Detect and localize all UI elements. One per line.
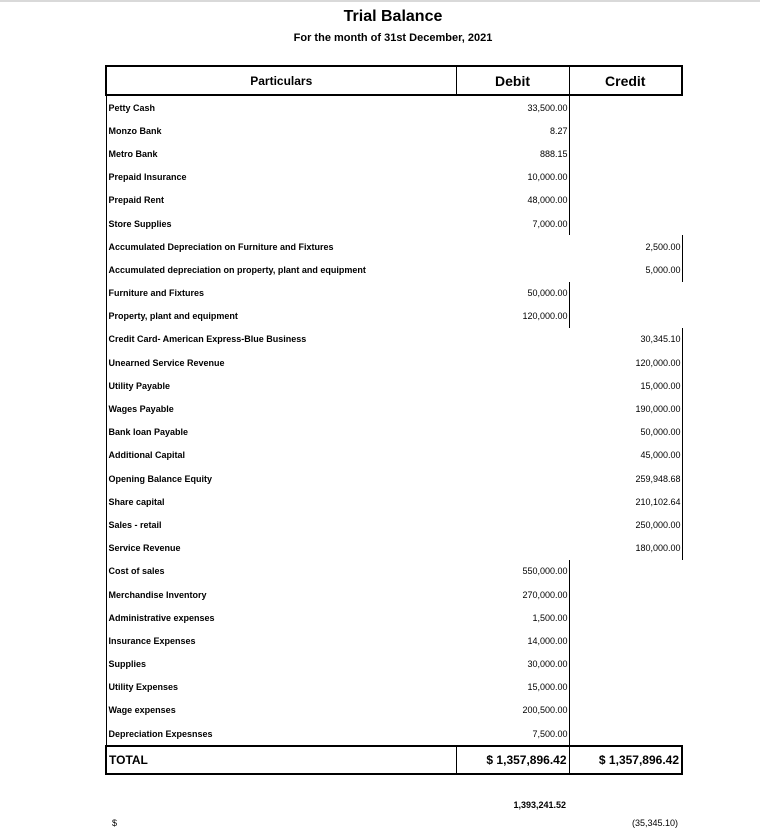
row-debit [456, 537, 569, 560]
page-title: Trial Balance [343, 8, 443, 25]
table-row [106, 629, 682, 652]
row-particular: Utility Expenses [106, 676, 456, 699]
row-debit [456, 490, 569, 513]
page-subtitle: For the month of 31st December, 2021 [293, 32, 493, 44]
row-particular: Utility Payable [106, 374, 456, 397]
total-row [106, 746, 682, 774]
table-row [106, 235, 682, 258]
table-row [106, 95, 682, 119]
row-debit [456, 444, 569, 467]
row-particular: Additional Capital [106, 444, 456, 467]
table-row [106, 606, 682, 629]
row-credit: 250,000.00 [569, 513, 682, 536]
table-row [106, 142, 682, 165]
trial-balance-table [105, 65, 683, 775]
table-row [106, 397, 682, 420]
row-credit [569, 676, 682, 699]
row-particular: Accumulated depreciation on property, plant and equipment [106, 258, 456, 281]
row-debit [456, 258, 569, 281]
table-row [106, 189, 682, 212]
row-particular: Unearned Service Revenue [106, 351, 456, 374]
table-row [106, 722, 682, 746]
table-row [106, 421, 682, 444]
header-particulars: Particulars [106, 66, 456, 95]
top-rule [0, 0, 760, 2]
debit-check-value: 1,393,241.52 [513, 800, 566, 810]
row-debit: 48,000.00 [456, 189, 569, 212]
row-particular: Credit Card- American Express-Blue Business [106, 328, 456, 351]
row-credit: 50,000.00 [569, 421, 682, 444]
row-debit: 200,500.00 [456, 699, 569, 722]
table-row [106, 699, 682, 722]
header-debit: Debit [456, 66, 569, 95]
row-credit: 5,000.00 [569, 258, 682, 281]
row-debit: 33,500.00 [456, 95, 569, 119]
row-debit [456, 235, 569, 258]
row-particular: Accumulated Depreciation on Furniture and Fixtures [106, 235, 456, 258]
row-credit [569, 119, 682, 142]
row-credit [569, 305, 682, 328]
table-row [106, 467, 682, 490]
row-debit [456, 351, 569, 374]
header-credit: Credit [569, 66, 682, 95]
table-row [106, 537, 682, 560]
row-debit [456, 397, 569, 420]
table-body [106, 95, 682, 746]
table-row [106, 676, 682, 699]
row-credit: 120,000.00 [569, 351, 682, 374]
row-credit: 190,000.00 [569, 397, 682, 420]
row-credit [569, 189, 682, 212]
row-debit [456, 513, 569, 536]
table-row [106, 258, 682, 281]
row-debit: 15,000.00 [456, 676, 569, 699]
row-particular: Monzo Bank [106, 119, 456, 142]
row-credit [569, 560, 682, 583]
table-row [106, 305, 682, 328]
row-credit: 180,000.00 [569, 537, 682, 560]
row-debit: 1,500.00 [456, 606, 569, 629]
row-credit [569, 653, 682, 676]
row-debit: 50,000.00 [456, 282, 569, 305]
row-particular: Cost of sales [106, 560, 456, 583]
row-credit: 210,102.64 [569, 490, 682, 513]
table-row [106, 351, 682, 374]
row-particular: Service Revenue [106, 537, 456, 560]
row-particular: Administrative expenses [106, 606, 456, 629]
row-debit [456, 467, 569, 490]
row-debit [456, 421, 569, 444]
row-particular: Bank loan Payable [106, 421, 456, 444]
table-row [106, 490, 682, 513]
row-credit [569, 282, 682, 305]
row-debit: 8.27 [456, 119, 569, 142]
dollar-sign: $ [112, 818, 118, 828]
row-credit [569, 606, 682, 629]
row-debit: 30,000.00 [456, 653, 569, 676]
row-particular: Sales - retail [106, 513, 456, 536]
header-row [106, 66, 682, 95]
trial-balance-sheet [105, 65, 681, 775]
row-particular: Wages Payable [106, 397, 456, 420]
table-row [106, 444, 682, 467]
row-debit: 888.15 [456, 142, 569, 165]
row-credit: 45,000.00 [569, 444, 682, 467]
table-row [106, 212, 682, 235]
table-row [106, 560, 682, 583]
row-credit [569, 699, 682, 722]
row-particular: Prepaid Insurance [106, 166, 456, 189]
table-row [106, 583, 682, 606]
table-row [106, 328, 682, 351]
row-debit: 120,000.00 [456, 305, 569, 328]
row-credit: 2,500.00 [569, 235, 682, 258]
table-row [106, 119, 682, 142]
table-row [106, 513, 682, 536]
row-credit [569, 722, 682, 746]
row-debit [456, 328, 569, 351]
row-particular: Depreciation Expesnses [106, 722, 456, 746]
row-debit: 7,500.00 [456, 722, 569, 746]
row-credit: 15,000.00 [569, 374, 682, 397]
row-particular: Insurance Expenses [106, 629, 456, 652]
row-debit: 10,000.00 [456, 166, 569, 189]
total-credit: $ 1,357,896.42 [569, 746, 682, 774]
table-row [106, 166, 682, 189]
row-particular: Metro Bank [106, 142, 456, 165]
total-debit: $ 1,357,896.42 [456, 746, 569, 774]
row-particular: Opening Balance Equity [106, 467, 456, 490]
row-particular: Store Supplies [106, 212, 456, 235]
row-debit: 14,000.00 [456, 629, 569, 652]
row-particular: Wage expenses [106, 699, 456, 722]
row-particular: Supplies [106, 653, 456, 676]
row-credit [569, 166, 682, 189]
row-debit: 270,000.00 [456, 583, 569, 606]
row-credit [569, 212, 682, 235]
row-particular: Prepaid Rent [106, 189, 456, 212]
row-credit: 259,948.68 [569, 467, 682, 490]
difference-value: (35,345.10) [631, 818, 678, 828]
row-particular: Share capital [106, 490, 456, 513]
table-row [106, 653, 682, 676]
row-credit [569, 95, 682, 119]
row-credit [569, 629, 682, 652]
row-debit: 7,000.00 [456, 212, 569, 235]
row-particular: Property, plant and equipment [106, 305, 456, 328]
row-credit [569, 142, 682, 165]
total-label: TOTAL [106, 746, 456, 774]
row-credit: 30,345.10 [569, 328, 682, 351]
row-particular: Petty Cash [106, 95, 456, 119]
row-particular: Merchandise Inventory [106, 583, 456, 606]
row-debit: 550,000.00 [456, 560, 569, 583]
row-debit [456, 374, 569, 397]
table-row [106, 282, 682, 305]
table-row [106, 374, 682, 397]
row-particular: Furniture and Fixtures [106, 282, 456, 305]
row-credit [569, 583, 682, 606]
